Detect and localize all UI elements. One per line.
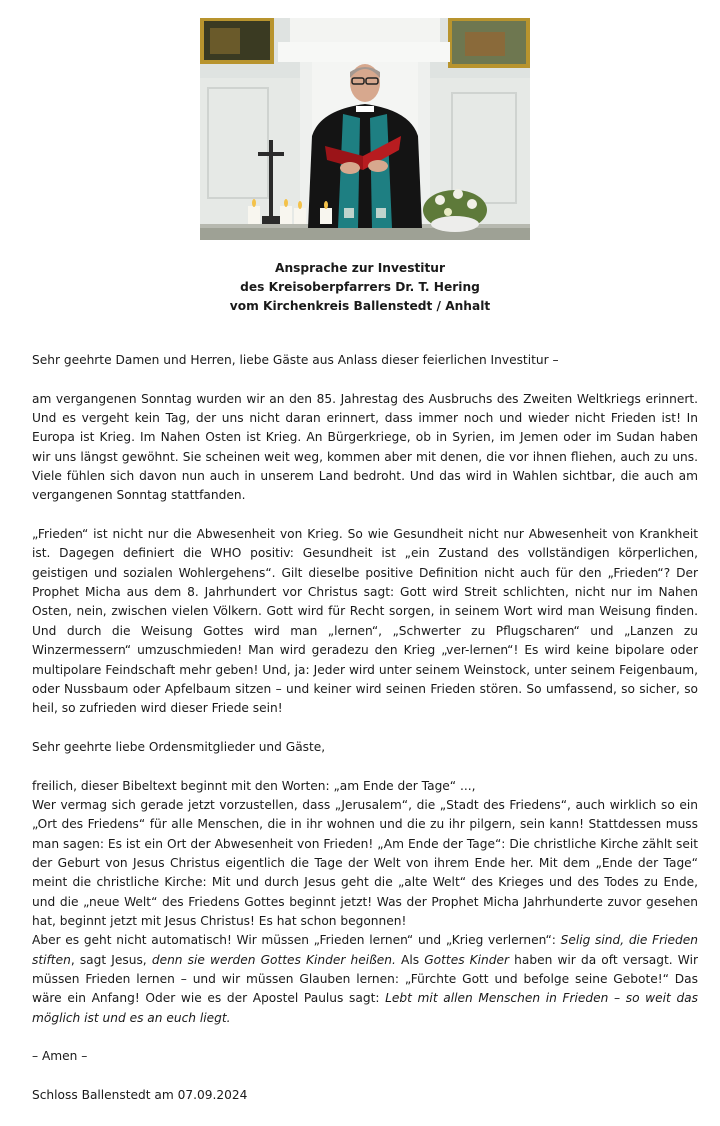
- italic-quote: Selig sind, die Frieden stiften: [32, 933, 698, 967]
- header-photo: [200, 18, 530, 240]
- paragraph: „Frieden“ ist nicht nur die Abwesenheit von Krieg. So wie Gesundheit nicht nur Abwesenheit von Krankheit ist. Dagegen definiert die WHO positiv: Gesundheit ist „ein Zustand des vollständigen körperlichen, geistigen und sozialen Wohlergehens“. Gilt dieselbe positive Definition nicht auch für den „Frieden“? Der Prophet Micha aus dem 8. Jahrhundert vor Christus sagt: Gott wird Streit schlichten, nicht nur im Nahen Osten, nein, zwischen vielen Völkern. Gott wird für Recht sorgen, in seinem Wort wird man Weisung finden. Und durch die Weisung Gottes wird man „lernen“, „Schwerter zu Pflugscharen“ und „Lanzen zu Winzermessern“ umzuschmieden! Man wird geradezu den Krieg „ver-lernen“! Es wird keine bipolare oder multipolare Feindschaft mehr geben! Und, ja: Jeder wird unter seinem Weinstock, unter seinem Feigenbaum, oder Nussbaum oder Apfelbaum sitzen – und keiner wird seinen Frieden stören. So umfassend, so sicher, so heil, so zufrieden wird dieser Friede sein!: [32, 527, 698, 716]
- title-line: des Kreisoberpfarrers Dr. T. Hering: [240, 280, 480, 294]
- text-run: haben wir da oft versagt. Wir müssen Frieden lernen – und wir müssen Glauben lernen: „Fürchte Gott und befolge seine Gebote!“ Das wäre ein Anfang! Oder wie es der Apostel Paulus sagt:: [32, 952, 698, 1006]
- paragraph: [32, 931, 698, 1028]
- title-line: Ansprache zur Investitur: [275, 261, 445, 275]
- amen-line: – Amen –: [32, 1049, 88, 1064]
- speech-body: [32, 351, 698, 1105]
- italic-quote: Gottes Kinder: [424, 952, 510, 967]
- paragraph: am vergangenen Sonntag wurden wir an den 85. Jahrestag des Ausbruchs des Zweiten Weltkriegs erinnert. Und es vergeht kein Tag, der uns nicht daran erinnert, dass immer noch und wieder nicht Frieden ist! In Europa ist Krieg. Im Nahen Osten ist Krieg. An Bürgerkriege, ob in Syrien, im Jemen oder im Sudan haben wir uns längst gewöhnt. Sie scheinen weit weg, kommen aber mit denen, die vor ihnen fliehen, auch zu uns. Viele fühlen sich davon nun auch in unserem Land bedroht. Und das wird in Wahlen sichtbar, die auch am vergangenen Sonntag stattfanden.: [32, 391, 698, 503]
- paragraph: Wer vermag sich gerade jetzt vorzustellen, dass „Jerusalem“, die „Stadt des Friedens“, auch wirklich so ein „Ort des Friedens“ für alle Menschen, die in ihr wohnen und die zu ihr pilgern, sein kann! Stattdessen muss man sagen: Es ist ein Ort der Abwesenheit von Frieden! „Am Ende der Tage“: Die christliche Kirche zählt seit der Geburt von Jesus Christus eigentlich die Tage der Welt von ihrem Ende her. Mit dem „Ende der Tage“ meint die christliche Kirche: Mit und durch Jesus geht die „alte Welt“ des Krieges und des Todes zu Ende, und die „neue Welt“ des Friedens Gottes beginnt jetzt! Was der Prophet Micha Jahrhunderte zuvor gesehen hat, beginnt jetzt mit Jesus Christus! Es hat schon begonnen!: [32, 797, 698, 928]
- italic-quote: Lebt mit allen Menschen in Frieden – so weit das möglich ist und es an euch liegt.: [32, 991, 698, 1025]
- italic-quote: denn sie werden Gottes Kinder heißen.: [151, 952, 396, 967]
- text-run: Aber es geht nicht automatisch! Wir müssen „Frieden lernen“ und „Krieg verlernen“:: [32, 933, 561, 948]
- text-run: Als: [395, 952, 425, 967]
- salutation: Sehr geehrte Damen und Herren, liebe Gäste aus Anlass dieser feierlichen Investitur –: [32, 353, 559, 367]
- text-run: , sagt Jesus,: [70, 952, 152, 967]
- paragraph-line: freilich, dieser Bibeltext beginnt mit den Worten: „am Ende der Tage“ ...,: [32, 778, 476, 793]
- document-title: [0, 259, 720, 316]
- title-line: vom Kirchenkreis Ballenstedt / Anhalt: [229, 299, 491, 313]
- place-date: Schloss Ballenstedt am 07.09.2024: [32, 1088, 248, 1103]
- salutation: Sehr geehrte liebe Ordensmitglieder und Gäste,: [32, 739, 326, 754]
